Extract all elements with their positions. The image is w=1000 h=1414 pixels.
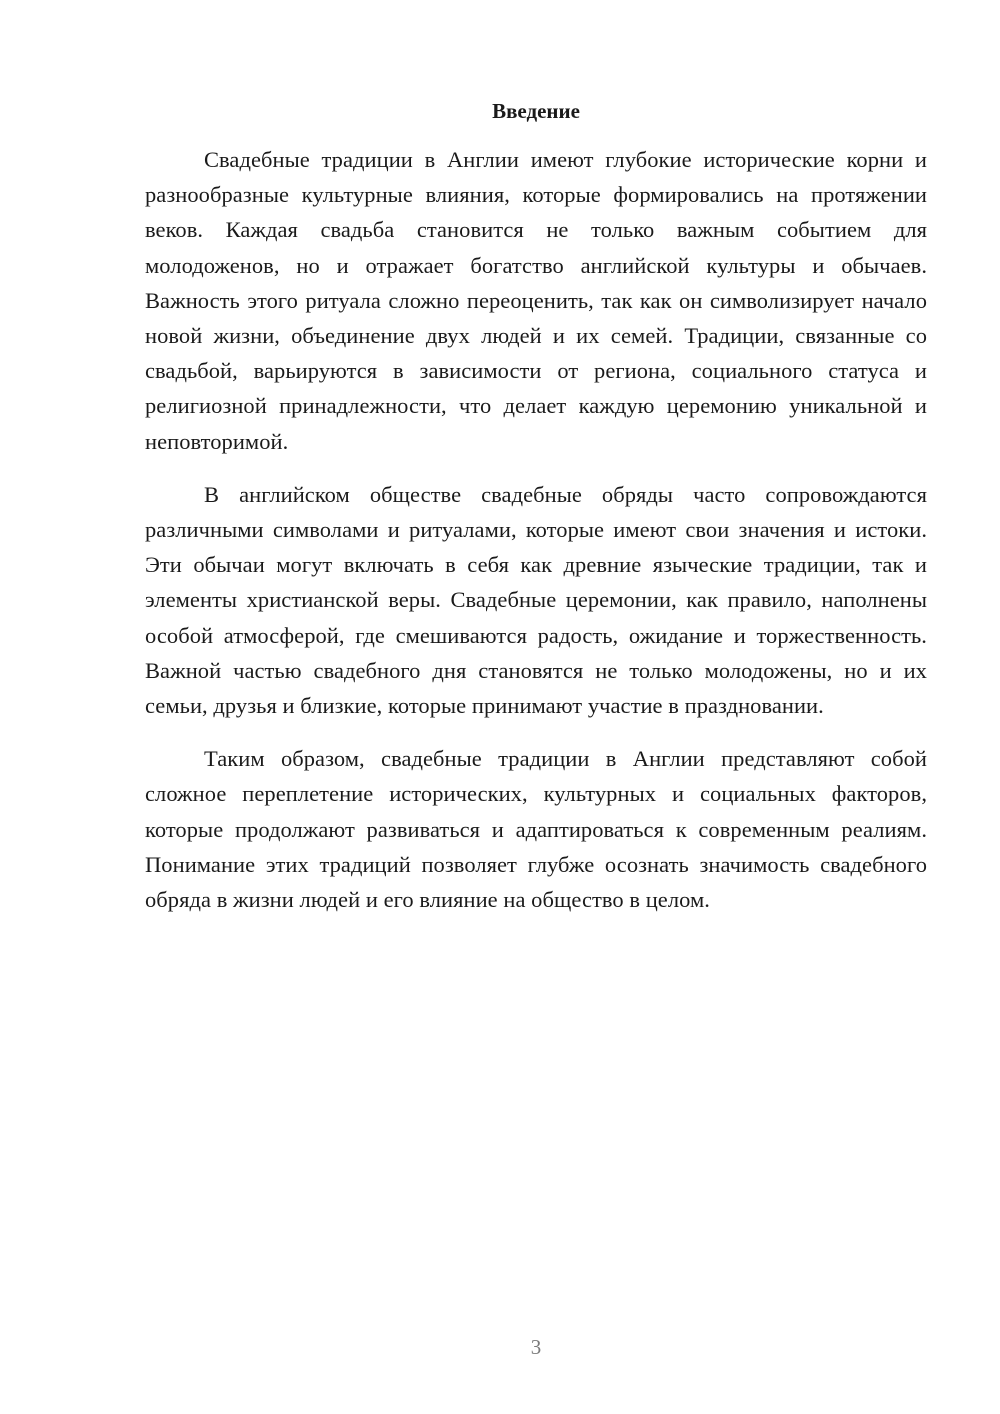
paragraph-3: Таким образом, свадебные традиции в Англии представляют собой сложное переплетение исторических, культурных и социальных факторов, которые продолжают развиваться и адаптироваться к современным реалиям. Понимание этих традиций позволяет глубже осознать значимость свадебного обряда в жизни людей и его влияние на общество в целом. — [145, 746, 927, 913]
body-text — [145, 142, 927, 935]
section-heading: Введение — [492, 99, 580, 123]
paragraph-2: В английском обществе свадебные обряды часто сопровождаются различными символами и ритуалами, которые имеют свои значения и истоки. Эти обычаи могут включать в себя как древние языческие традиции, так и элементы христианской веры. Свадебные церемонии, как правило, наполнены особой атмосферой, где смешиваются радость, ожидание и торжественность. Важной частью свадебного дня становятся не только молодожены, но и их семьи, друзья и близкие, которые принимают участие в праздновании. — [145, 481, 927, 719]
page-number: 3 — [530, 1335, 542, 1359]
paragraph-1: Свадебные традиции в Англии имеют глубокие исторические корни и разнообразные культурные влияния, которые формировались на протяжении веков. Каждая свадьба становится не только важным событием для молодоженов, но и отражает богатство английской культуры и обычаев. Важность этого ритуала сложно переоценить, так как он символизирует начало новой жизни, объединение двух людей и их семей. Традиции, связанные со свадьбой, варьируются в зависимости от региона, социального статуса и религиозной принадлежности, что делает каждую церемонию уникальной и неповторимой. — [145, 147, 927, 454]
